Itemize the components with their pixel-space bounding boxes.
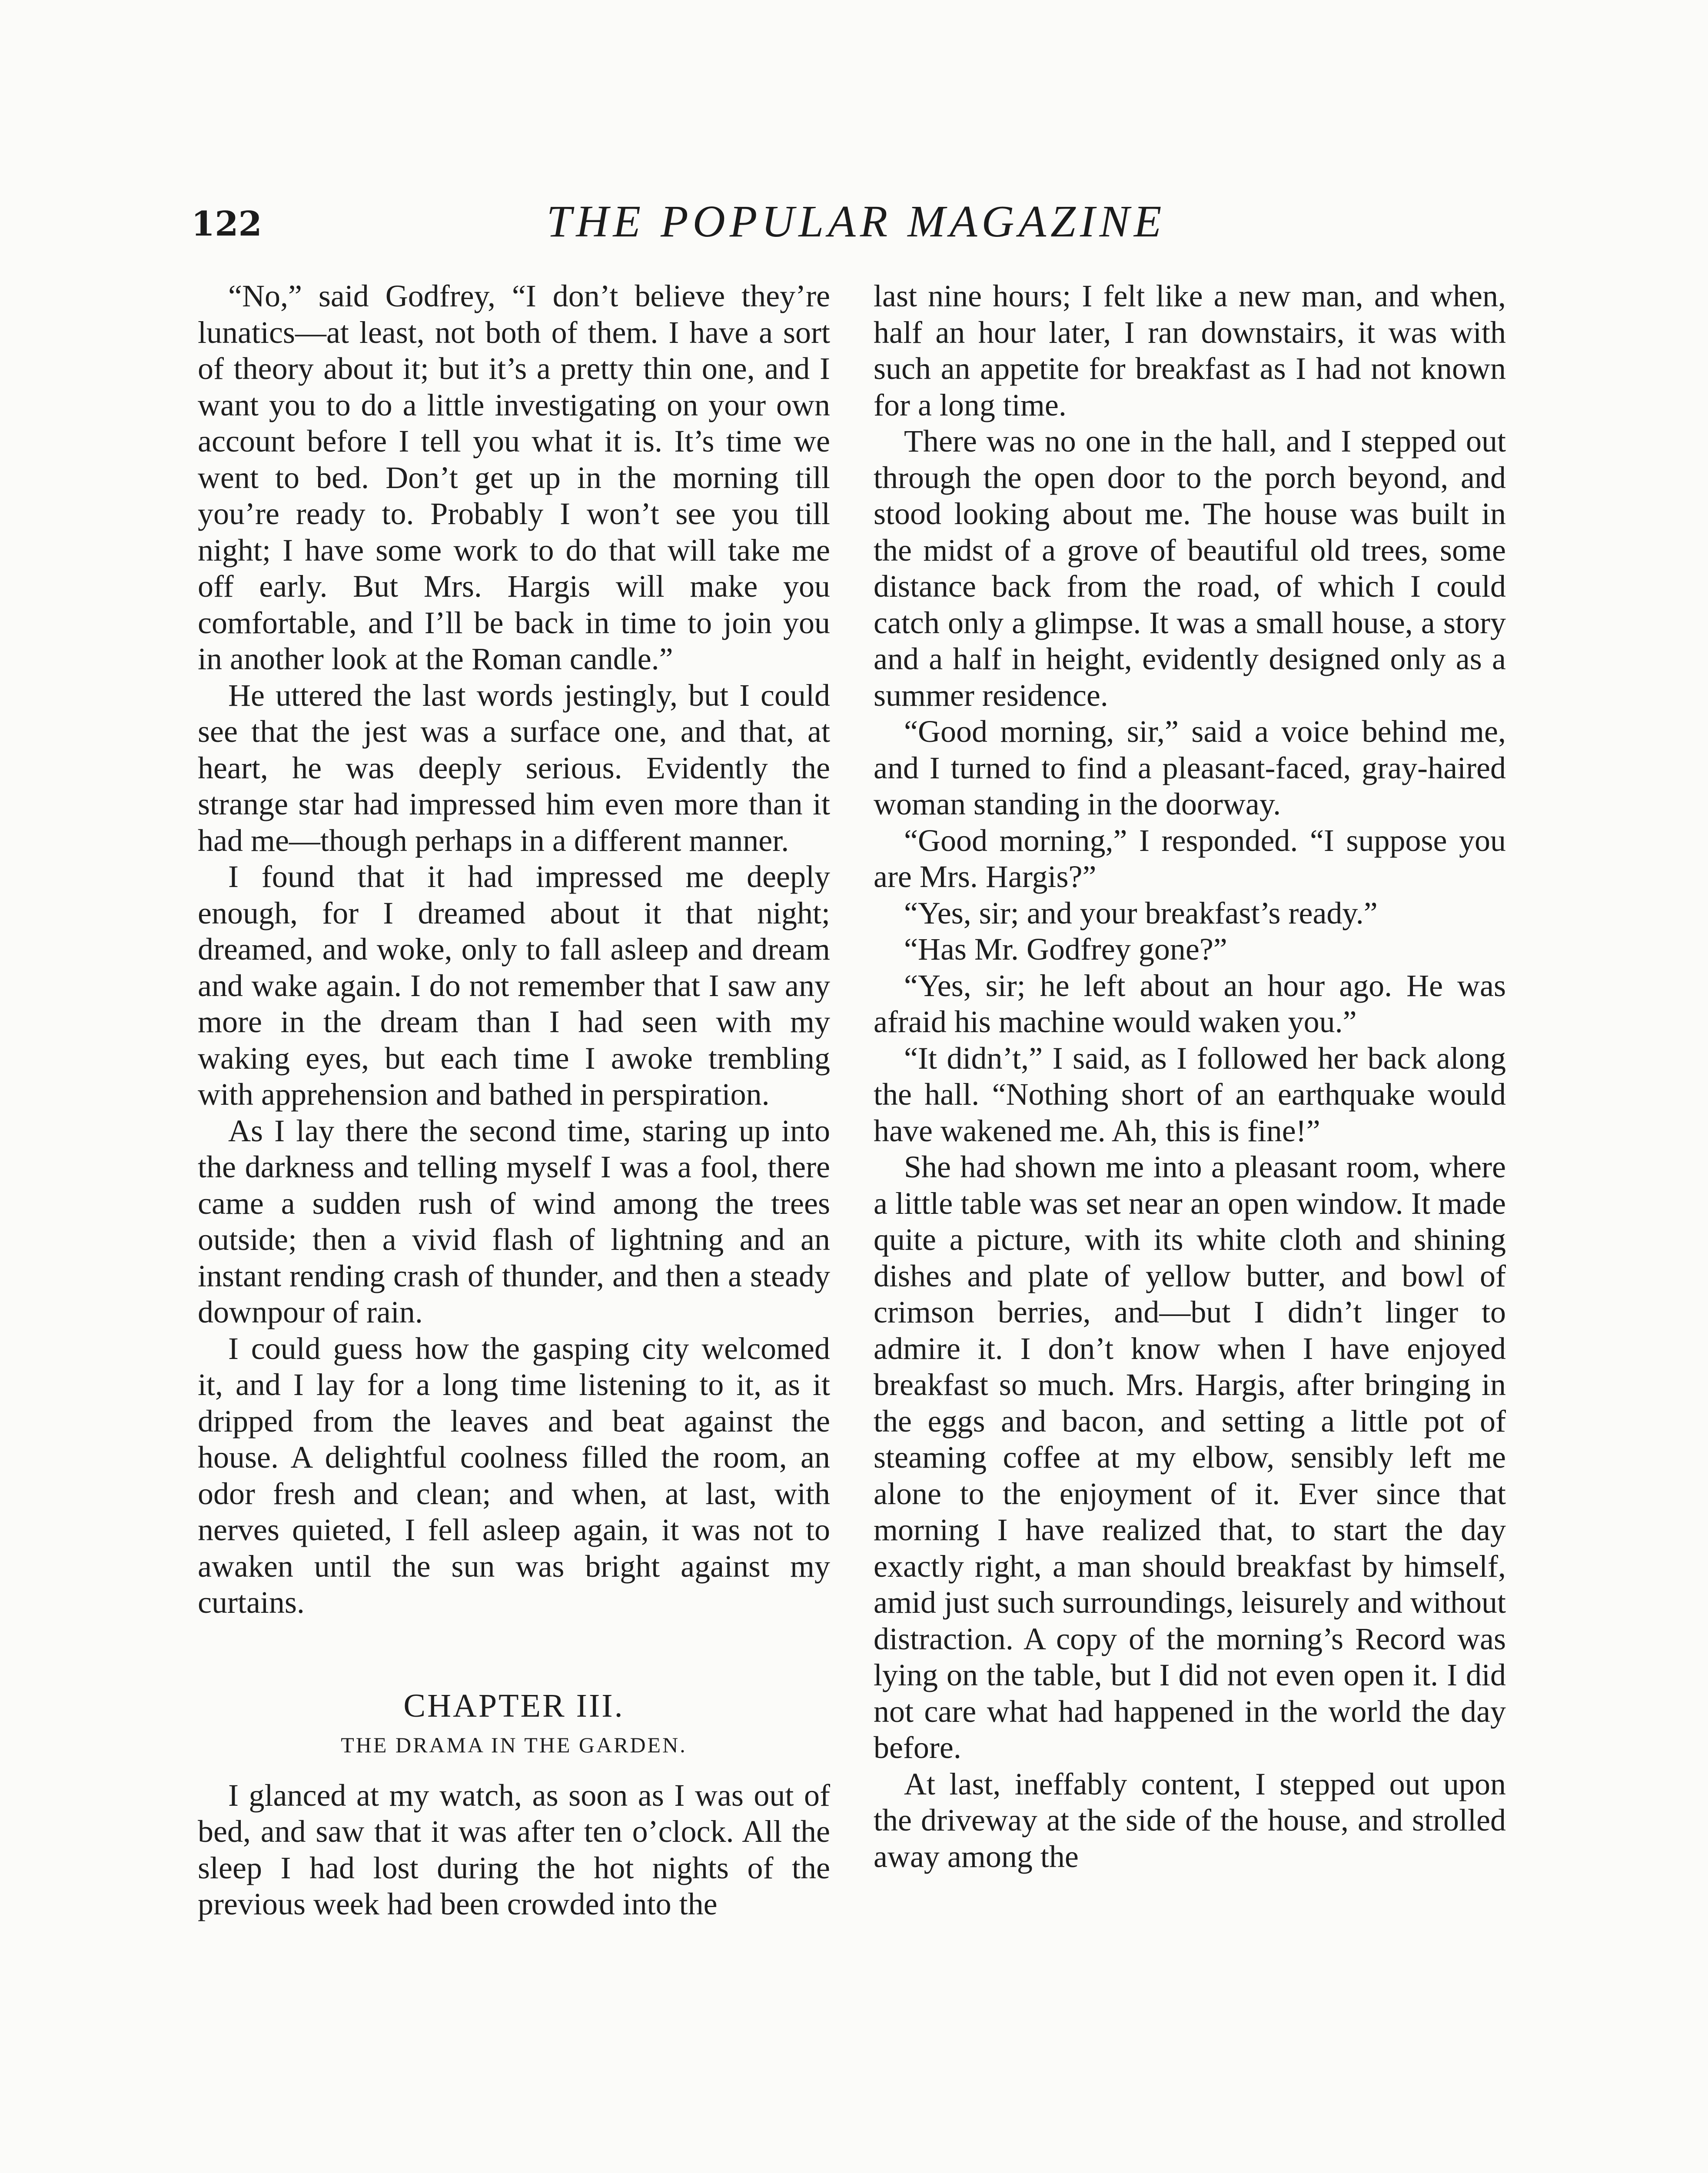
paragraph: “It didn’t,” I said, as I followed her back along the hall. “Nothing short of an earthquake would have wakened me. Ah, this is fine!” [874, 1040, 1506, 1148]
paragraph: “Yes, sir; and your breakfast’s ready.” [904, 895, 1378, 930]
paragraph: I could guess how the gasping city welcomed it, and I lay for a long time listening to it, as it dripped from the leaves and beat against the house. A delightful coolness filled the room, an odor fresh and clean; and when, at last, with nerves quieted, I fell asleep again, it was not to awaken until the sun was bright against my curtains. [198, 1331, 830, 1620]
paragraph: He uttered the last words jestingly, but I could see that the jest was a surface one, and that, at heart, he was deeply serious. Evidently the strange star had impressed him even more than it had me—though perhaps in a different manner. [198, 678, 830, 858]
paragraph: “Yes, sir; he left about an hour ago. He was afraid his machine would waken you.” [874, 968, 1506, 1039]
running-title: THE POPULAR MAGAZINE [546, 196, 1166, 246]
page-number: 122 [191, 204, 262, 244]
paragraph: I glanced at my watch, as soon as I was out of bed, and saw that it was after ten o’clock. All the sleep I had lost during the hot nights of the previous week had been crowded into the [198, 1778, 830, 1921]
paragraph: “No,” said Godfrey, “I don’t believe they’re lunatics—at least, not both of them. I have a sort of theory about it; but it’s a pretty thin one, and I want you to do a little investigating on your own account before I tell you what it is. It’s time we went to bed. Don’t get up in the morning till you’re ready to. Probably I won’t see you till night; I have some work to do that will take me off early. But Mrs. Hargis will make you comfortable, and I’ll be back in time to join you in another look at the Roman candle.” [198, 279, 830, 676]
chapter-title: CHAPTER III. [403, 1687, 625, 1724]
right-column [874, 278, 1506, 2173]
text-columns [198, 278, 1512, 2173]
paragraph: last nine hours; I felt like a new man, and when, half an hour later, I ran downstairs, it was with such an appetite for breakfast as I had not known for a long time. [874, 279, 1506, 422]
paragraph: “Has Mr. Godfrey gone?” [904, 932, 1227, 967]
paragraph: “Good morning,” I responded. “I suppose you are Mrs. Hargis?” [874, 823, 1506, 894]
page-header [191, 196, 1521, 256]
paragraph: She had shown me into a pleasant room, where a little table was set near an open window. It made quite a picture, with its white cloth and shining dishes and plate of yellow butter, and bowl of crimson berries, and—but I didn’t linger to admire it. I don’t know when I have enjoyed breakfast so much. Mrs. Hargis, after bringing in the eggs and bacon, and setting a little pot of steaming coffee at my elbow, sensibly left me alone to the enjoyment of it. Ever since that morning I have realized that, to start the day exactly right, a man should breakfast by himself, amid just such surroundings, leisurely and without distraction. A copy of the morning’s Record was lying on the table, but I did not even open it. I did not care what had happened in the world the day before. [874, 1150, 1506, 1765]
paragraph: There was no one in the hall, and I stepped out through the open door to the porch beyond, and stood looking about me. The house was built in the midst of a grove of beautiful old trees, some distance back from the road, of which I could catch only a glimpse. It was a small house, a story and a half in height, evidently designed only as a summer residence. [874, 424, 1506, 713]
paragraph: As I lay there the second time, staring up into the darkness and telling myself I was a fool, there came a sudden rush of wind among the trees outside; then a vivid flash of lightning and an instant rending crash of thunder, and then a steady downpour of rain. [198, 1113, 830, 1329]
left-column [198, 278, 830, 2173]
chapter-subtitle: THE DRAMA IN THE GARDEN. [341, 1732, 687, 1757]
paragraph: I found that it had impressed me deeply enough, for I dreamed about it that night; dreamed, and woke, only to fall asleep and dream and wake again. I do not remember that I saw any more in the dream than I had seen with my waking eyes, but each time I awoke trembling with apprehension and bathed in perspiration. [198, 859, 830, 1112]
paragraph: At last, ineffably content, I stepped out upon the driveway at the side of the house, and strolled away among the [874, 1766, 1506, 1874]
paragraph: “Good morning, sir,” said a voice behind me, and I turned to find a pleasant-faced, gray-haired woman standing in the doorway. [874, 714, 1506, 821]
